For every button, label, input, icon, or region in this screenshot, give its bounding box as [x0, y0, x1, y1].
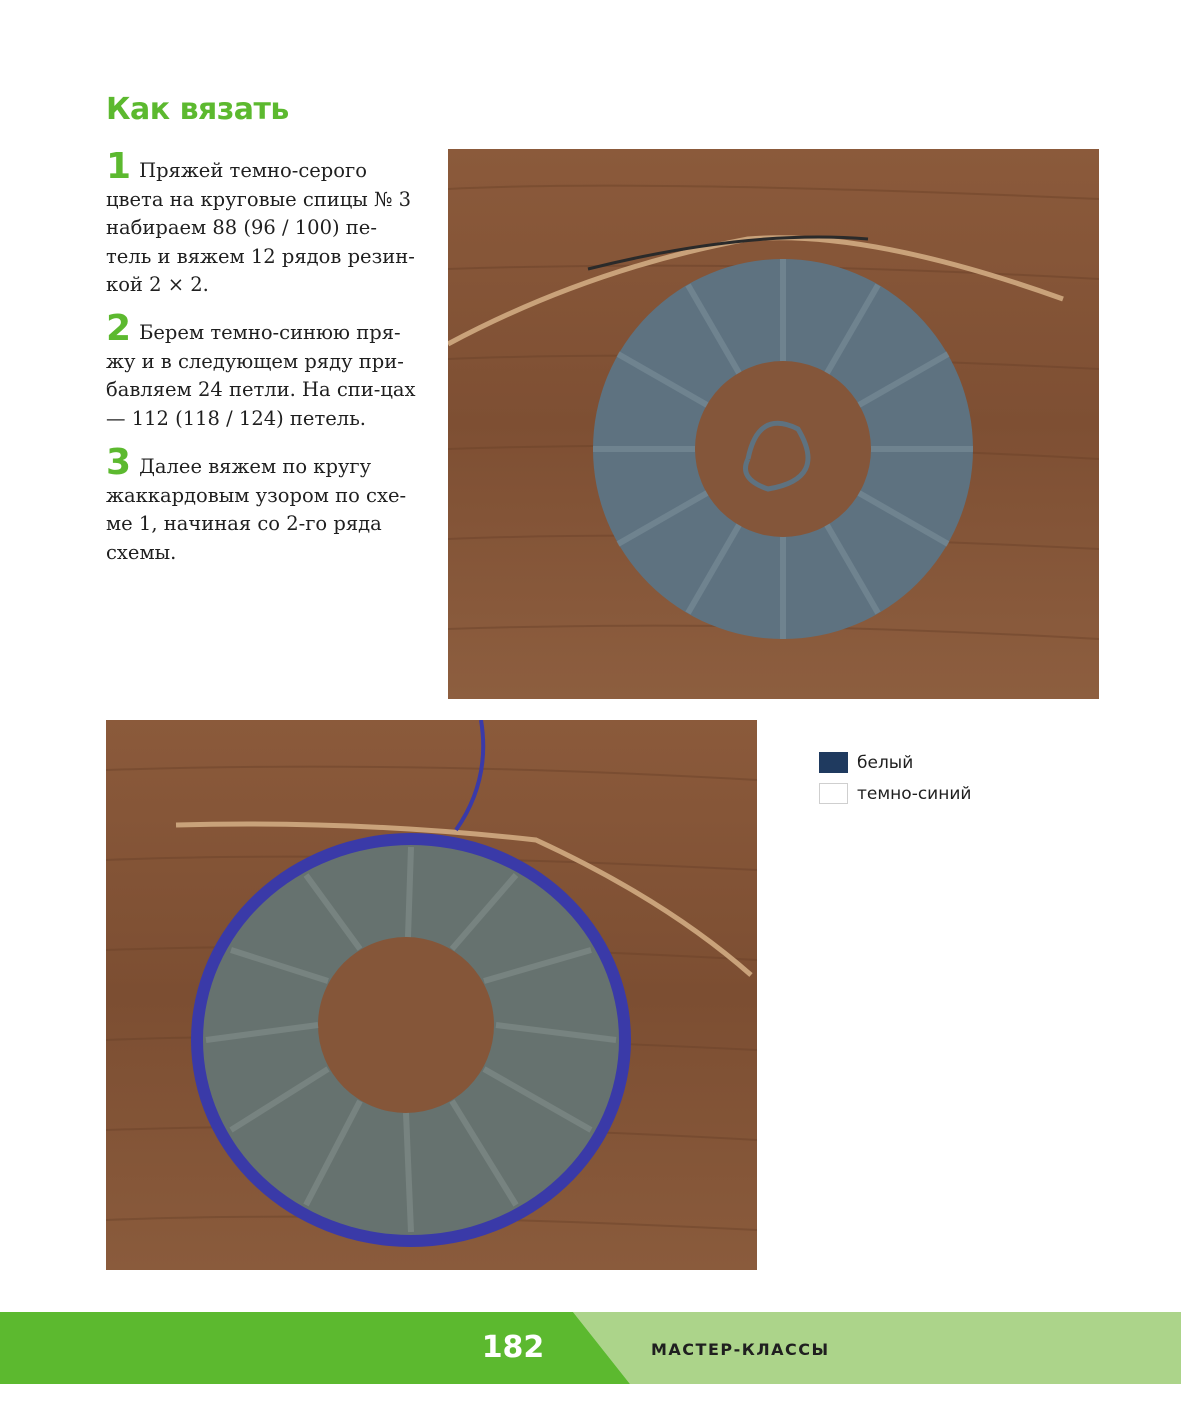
legend-item [819, 781, 971, 806]
step-text: Пряжей темно-серого цвета на круговые спицы № 3 набираем 88 (96 / 100) пе-тель и вяжем 12 рядов резин-кой 2 × 2. [106, 159, 415, 296]
photo-ribbing [448, 149, 1099, 699]
legend-label: темно-синий [857, 783, 972, 804]
step-text: Берем темно-синюю пря-жу и в следующем ряду при-бавляем 24 петли. На спи-цах — 112 (118 / 124) петель. [106, 321, 416, 430]
photo-blue-edge [106, 720, 757, 1270]
color-swatch [819, 783, 848, 804]
page-heading: Как вязать [106, 92, 289, 127]
step-text: Далее вяжем по кругу жаккардовым узором по схе-ме 1, начиная со 2-го ряда схемы. [106, 455, 407, 564]
step-1 [106, 146, 421, 300]
section-title: МАСТЕР-КЛАССЫ [651, 1340, 830, 1359]
legend-label: белый [857, 752, 914, 773]
step-number: 2 [106, 308, 132, 349]
step-3 [106, 442, 421, 567]
step-number: 1 [106, 146, 132, 187]
color-swatch [819, 752, 848, 773]
legend-item [819, 750, 971, 775]
page-number: 182 [481, 1330, 545, 1365]
color-legend [819, 750, 971, 812]
step-2 [106, 308, 421, 433]
step-number: 3 [106, 442, 132, 483]
